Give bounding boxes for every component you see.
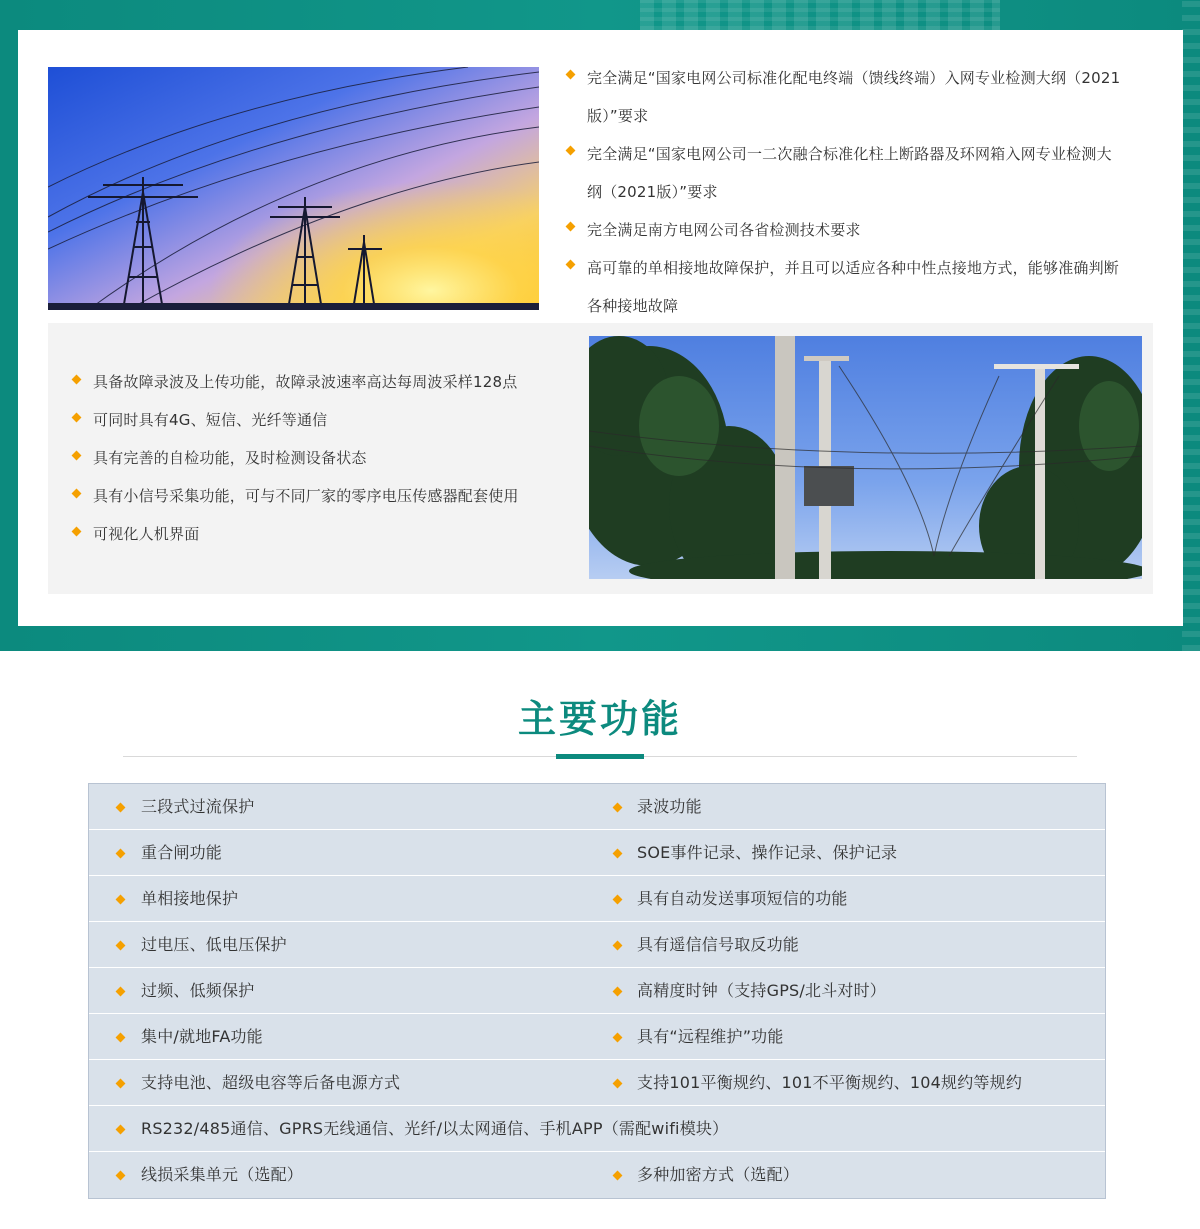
table-row — [89, 922, 1105, 968]
list-item: 高可靠的单相接地故障保护，并且可以适应各种中性点接地方式，能够准确判断 — [565, 249, 1165, 287]
table-cell — [89, 1060, 597, 1105]
feature-label: 重合闸功能 — [141, 843, 223, 862]
table-row — [89, 1014, 1105, 1060]
bullet-diamond-icon — [613, 1033, 623, 1043]
table-cell — [89, 1152, 597, 1198]
bullet-diamond-icon — [116, 803, 126, 813]
bullet-diamond-icon — [116, 1125, 126, 1135]
table-cell — [597, 922, 1105, 967]
table-cell — [89, 968, 597, 1013]
feature-label: RS232/485通信、GPRS无线通信、光纤/以太网通信、手机APP（需配wifi模块） — [141, 1119, 729, 1138]
table-cell — [597, 1152, 1105, 1198]
feature-label: 三段式过流保护 — [141, 797, 255, 816]
bullet-diamond-icon — [116, 987, 126, 997]
table-row — [89, 830, 1105, 876]
list-item: 可视化人机界面 — [71, 515, 561, 553]
table-row — [89, 876, 1105, 922]
list-item: 具有完善的自检功能，及时检测设备状态 — [71, 439, 561, 477]
table-cell — [89, 784, 597, 829]
feature-label: 支持101平衡规约、101不平衡规约、104规约等规约 — [637, 1073, 1023, 1092]
list-item: 完全满足“国家电网公司一二次融合标准化柱上断路器及环网箱入网专业检测大 — [565, 135, 1165, 173]
bullet-diamond-icon — [116, 849, 126, 859]
utility-pole-photo — [589, 336, 1142, 579]
bullet-diamond-icon — [566, 70, 576, 80]
building-pattern — [640, 0, 1000, 30]
table-cell — [597, 784, 1105, 829]
feature-label: SOE事件记录、操作记录、保护记录 — [637, 843, 898, 862]
feature-label: 支持电池、超级电容等后备电源方式 — [141, 1073, 401, 1092]
bullet-diamond-icon — [116, 895, 126, 905]
bullet-diamond-icon — [613, 1079, 623, 1089]
list-item-continuation: 纲（2021版）”要求 — [587, 183, 718, 201]
bullet-diamond-icon — [116, 1033, 126, 1043]
bullet-diamond-icon — [116, 1079, 126, 1089]
feature-label: 过电压、低电压保护 — [141, 935, 287, 954]
bullet-diamond-icon — [613, 803, 623, 813]
feature-label: 单相接地保护 — [141, 889, 239, 908]
bullet-diamond-icon — [566, 260, 576, 270]
table-cell — [89, 1014, 597, 1059]
building-pattern-right — [1182, 0, 1200, 651]
bullet-diamond-icon — [116, 941, 126, 951]
list-item: 可同时具有4G、短信、光纤等通信 — [71, 401, 561, 439]
table-row — [89, 784, 1105, 830]
bullet-diamond-icon — [613, 941, 623, 951]
bullet-diamond-icon — [72, 375, 82, 385]
table-cell — [89, 922, 597, 967]
bullet-diamond-icon — [566, 222, 576, 232]
power-tower-photo — [48, 67, 539, 310]
table-row — [89, 1152, 1105, 1198]
title-accent-bar — [556, 754, 644, 759]
list-item: 完全满足南方电网公司各省检测技术要求 — [565, 211, 1165, 249]
table-row — [89, 968, 1105, 1014]
bullet-diamond-icon — [72, 451, 82, 461]
features-table — [88, 783, 1106, 1199]
table-cell — [597, 830, 1105, 875]
list-item-continuation: 各种接地故障 — [587, 297, 679, 315]
bullet-diamond-icon — [72, 527, 82, 537]
table-cell — [597, 968, 1105, 1013]
table-cell — [597, 876, 1105, 921]
feature-label: 高精度时钟（支持GPS/北斗对时） — [637, 981, 886, 1000]
table-row — [89, 1106, 1105, 1152]
feature-label: 具有自动发送事项短信的功能 — [637, 889, 848, 908]
feature-label: 过频、低频保护 — [141, 981, 255, 1000]
panel-feature-list — [71, 363, 561, 553]
section-title: 主要功能 — [517, 697, 682, 741]
feature-label: 集中/就地FA功能 — [141, 1027, 263, 1046]
table-cell — [597, 1014, 1105, 1059]
feature-label: 录波功能 — [637, 797, 702, 816]
table-cell — [89, 876, 597, 921]
feature-label: 具有遥信信号取反功能 — [637, 935, 800, 954]
feature-label: 多种加密方式（选配） — [637, 1165, 800, 1184]
intro-feature-list — [565, 59, 1165, 325]
bullet-diamond-icon — [72, 413, 82, 423]
table-cell — [597, 1060, 1105, 1105]
feature-label: 线损采集单元（选配） — [141, 1165, 304, 1184]
list-item: 具有小信号采集功能，可与不同厂家的零序电压传感器配套使用 — [71, 477, 561, 515]
list-item: 完全满足“国家电网公司标准化配电终端（馈线终端）入网专业检测大纲（2021 — [565, 59, 1165, 97]
bullet-diamond-icon — [613, 1171, 623, 1181]
feature-label: 具有“远程维护”功能 — [637, 1027, 784, 1046]
bullet-diamond-icon — [613, 849, 623, 859]
bullet-diamond-icon — [613, 987, 623, 997]
list-item-continuation: 版）”要求 — [587, 107, 649, 125]
table-cell — [89, 830, 597, 875]
table-cell — [89, 1106, 1105, 1151]
table-row — [89, 1060, 1105, 1106]
list-item: 具备故障录波及上传功能，故障录波速率高达每周波采样128点 — [71, 363, 561, 401]
bullet-diamond-icon — [566, 146, 576, 156]
bullet-diamond-icon — [613, 895, 623, 905]
bullet-diamond-icon — [116, 1171, 126, 1181]
bullet-diamond-icon — [72, 489, 82, 499]
